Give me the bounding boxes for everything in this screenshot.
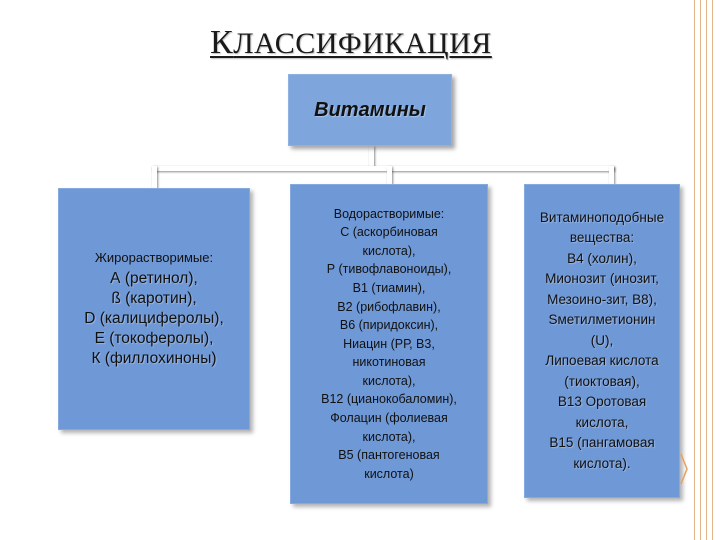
connector-middle-down	[387, 166, 392, 184]
vitamin-like-line: В15 (пангамовая	[549, 435, 655, 451]
connector-right-down	[609, 166, 614, 184]
vitamin-like-line: В4 (холин),	[567, 250, 637, 266]
water-soluble-line: С (аскорбиновая	[340, 225, 438, 240]
frame-line	[712, 0, 713, 540]
water-soluble-line: кислота),	[362, 429, 416, 444]
vitamins-root-box	[288, 74, 452, 146]
vitamin-like-line: Мезоино-зит, В8),	[547, 291, 657, 307]
fat-soluble-item: Е (токоферолы),	[94, 329, 214, 347]
vitamin-like-line: Мионозит (инозит,	[545, 271, 659, 287]
vitamin-like-heading: вещества:	[569, 230, 635, 246]
water-soluble-line: В5 (пантогеновая	[338, 448, 440, 463]
water-soluble-line: В2 (рибофлавин),	[337, 299, 441, 314]
chevron-right-icon	[680, 452, 688, 486]
frame-line	[694, 0, 695, 540]
water-soluble-line: кислота),	[362, 373, 416, 388]
vitamin-like-heading: Витаминоподобные	[539, 209, 665, 225]
water-soluble-box	[290, 184, 488, 504]
fat-soluble-box	[58, 188, 250, 430]
water-soluble-line: Фолацин (фолиевая	[330, 411, 448, 426]
vitamins-root-label: Витамины	[314, 98, 426, 121]
water-soluble-line: В1 (тиамин),	[352, 280, 426, 295]
frame-line	[706, 0, 707, 540]
water-soluble-line: В12 (цианокобаломин),	[321, 392, 457, 407]
fat-soluble-heading: Жирорастворимые:	[94, 249, 214, 265]
fat-soluble-item: К (филлохиноны)	[91, 349, 217, 367]
vitamin-like-box	[524, 184, 680, 498]
fat-soluble-item: А (ретинол),	[110, 269, 198, 287]
connector-root-down	[369, 146, 374, 168]
water-soluble-line: Ниацин (РР, В3,	[343, 336, 435, 351]
water-soluble-line: никотиновая	[352, 355, 426, 370]
water-soluble-line: кислота)	[364, 466, 414, 481]
page-title	[210, 24, 492, 62]
fat-soluble-item: D (калициферолы),	[84, 309, 224, 327]
vitamin-like-line: Sметилметионин	[548, 312, 656, 328]
title-rest: ЛАССИФИКАЦИЯ	[233, 27, 492, 60]
water-soluble-line: Р (тивофлавоноиды),	[326, 262, 452, 277]
vitamin-like-line: В13 Оротовая	[557, 394, 647, 410]
vitamin-like-line: Липоевая кислота	[545, 353, 659, 369]
fat-soluble-item: ß (каротин),	[111, 289, 197, 307]
water-soluble-heading: Водорастворимые:	[333, 206, 445, 221]
vitamin-like-line: (тиоктовая),	[564, 373, 640, 389]
connector-left-down	[152, 166, 157, 188]
vitamin-like-line: кислота).	[573, 455, 631, 471]
title-first-letter: К	[210, 24, 234, 61]
frame-line	[700, 0, 701, 540]
vitamin-like-line: кислота,	[575, 414, 629, 430]
vitamin-like-line: (U),	[590, 332, 614, 348]
connector-horizontal	[152, 166, 614, 171]
water-soluble-line: кислота),	[362, 243, 416, 258]
water-soluble-line: В6 (пиридоксин),	[339, 318, 439, 333]
